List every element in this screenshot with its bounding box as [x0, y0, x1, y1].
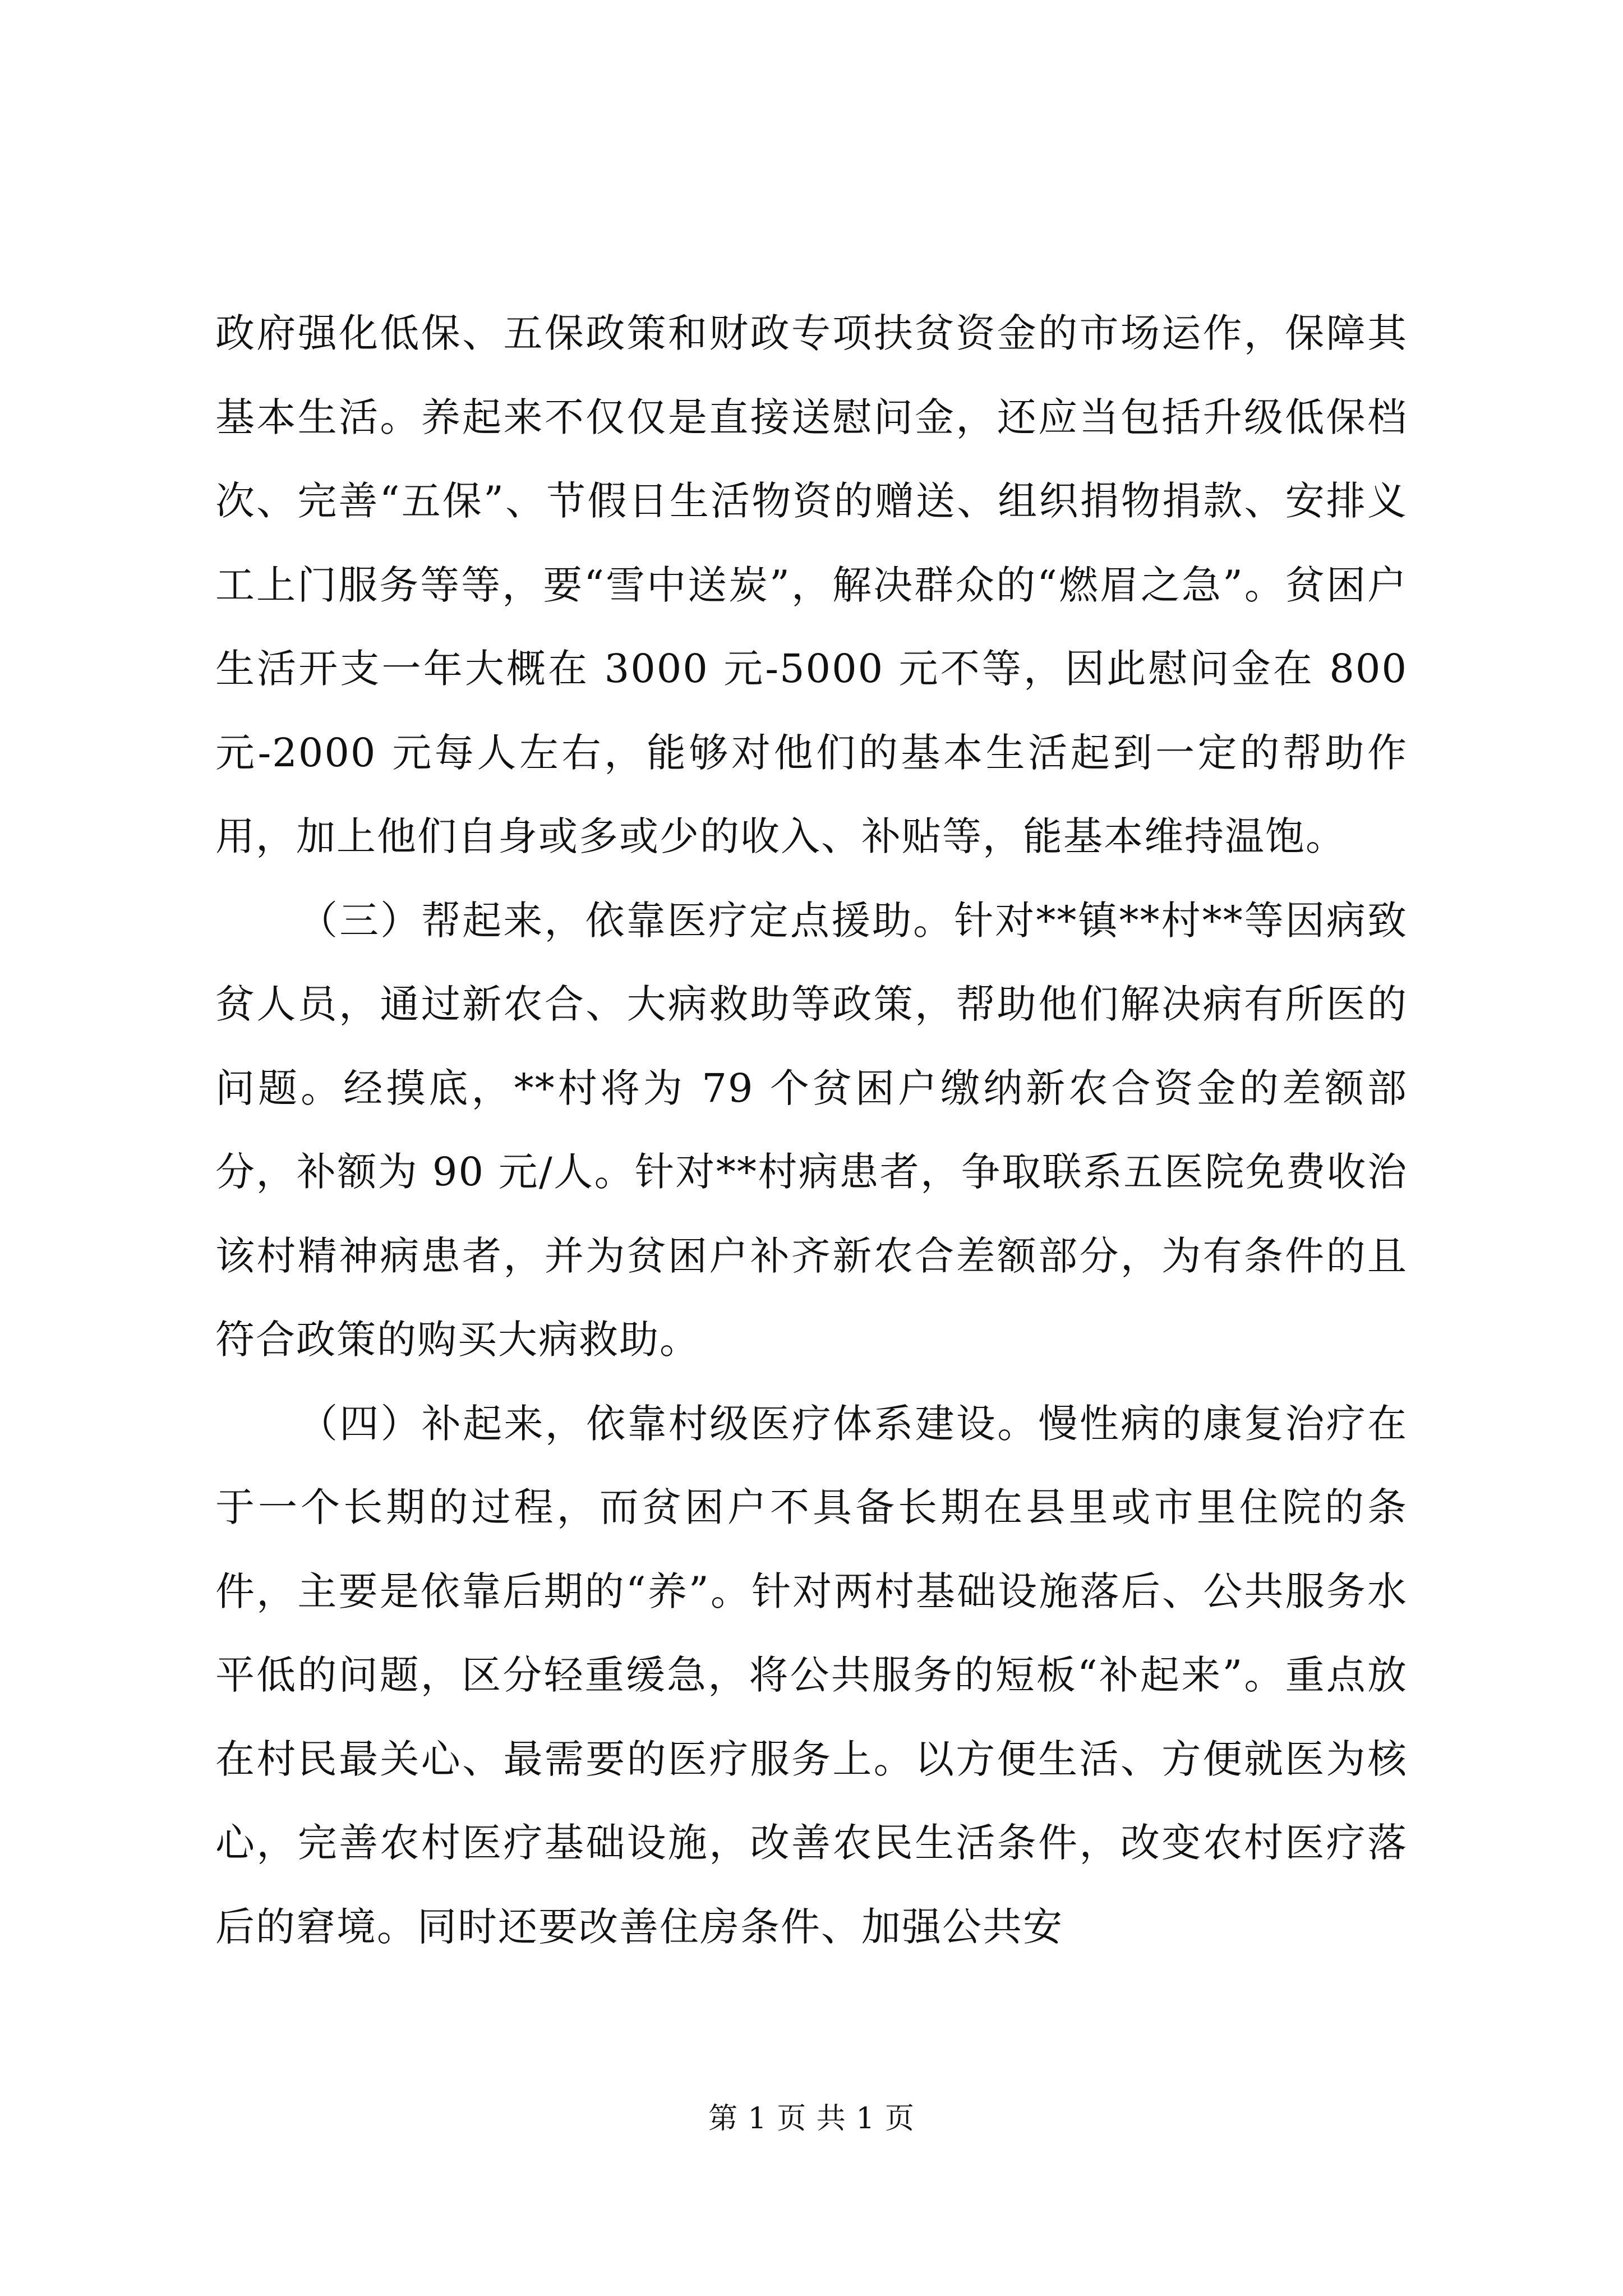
paragraph-section-three: （三）帮起来，依靠医疗定点援助。针对**镇**村**等因病致贫人员，通过新农合、大病救助等政策，帮助他们解决病有所医的问题。经摸底，**村将为 79 个贫困户缴纳新农合资金的差额部分，补额为 90 元/人。针对**村病患者，争取联系五医院免费收治该村精神病患者，并为贫困户补齐新农合差额部分，为有条件的且符合政策的购买大病救助。: [215, 897, 1408, 1363]
paragraph-continuation: 政府强化低保、五保政策和财政专项扶贫资金的市场运作，保障其基本生活。养起来不仅仅是直接送慰问金，还应当包括升级低保档次、完善“五保”、节假日生活物资的赠送、组织捐物捐款、安排义工上门服务等等，要“雪中送炭”，解决群众的“燃眉之急”。贫困户生活开支一年大概在 3000 元-5000 元不等，因此慰问金在 800 元-2000 元每人左右，能够对他们的基本生活起到一定的帮助作用，加上他们自身或多或少的收入、补贴等，能基本维持温饱。: [215, 310, 1408, 859]
document-body: [215, 292, 1408, 1969]
page-footer: 第 1 页 共 1 页: [708, 2102, 915, 2136]
paragraph-section-four: （四）补起来，依靠村级医疗体系建设。慢性病的康复治疗在于一个长期的过程，而贫困户不具备长期在县里或市里住院的条件，主要是依靠后期的“养”。针对两村基础设施落后、公共服务水平低的问题，区分轻重缓急，将公共服务的短板“补起来”。重点放在村民最关心、最需要的医疗服务上。以方便生活、方便就医为核心，完善农村医疗基础设施，改善农民生活条件，改变农村医疗落后的窘境。同时还要改善住房条件、加强公共安: [215, 1400, 1408, 1950]
